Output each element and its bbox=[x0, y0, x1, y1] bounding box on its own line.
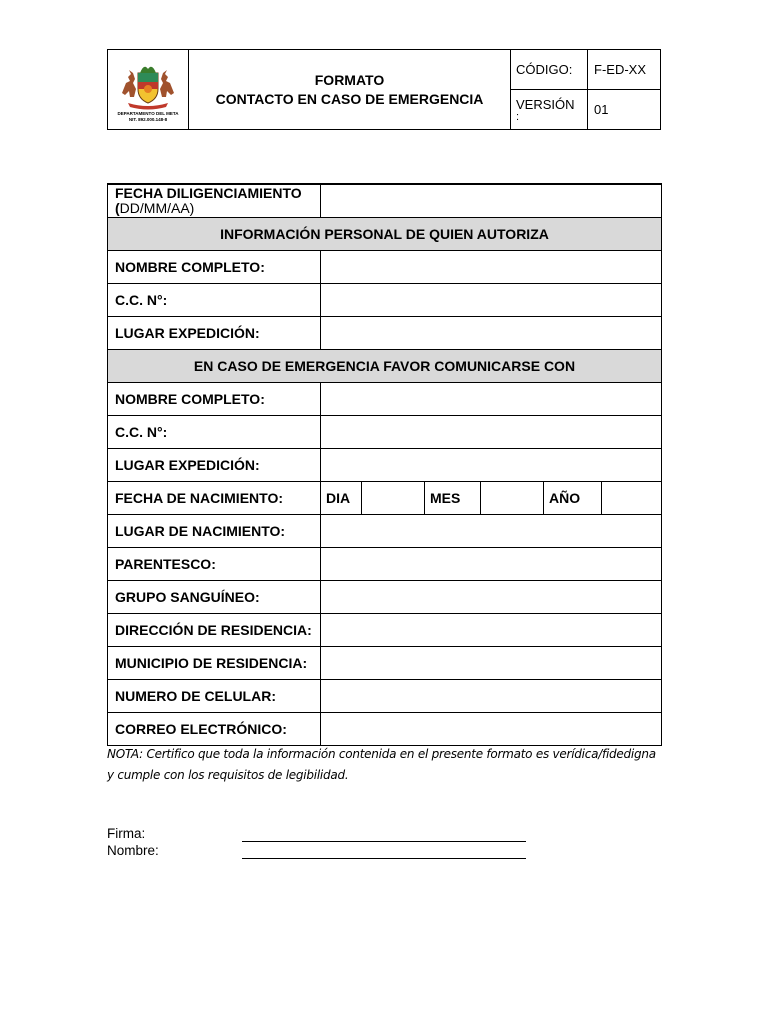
fill-date-field[interactable] bbox=[321, 184, 662, 218]
document-title bbox=[189, 50, 511, 130]
version-label-cell bbox=[511, 90, 588, 130]
address-label: DIRECCIÓN DE RESIDENCIA: bbox=[108, 614, 321, 647]
birth-year-field[interactable] bbox=[602, 482, 662, 515]
form-row bbox=[108, 251, 662, 284]
code-label: CÓDIGO: bbox=[511, 50, 588, 90]
logo-caption-line2: NIT. 892.000.148-8 bbox=[128, 116, 168, 122]
birth-place-label: LUGAR DE NACIMIENTO: bbox=[108, 515, 321, 548]
municipality-field[interactable] bbox=[321, 647, 662, 680]
municipality-label: MUNICIPIO DE RESIDENCIA: bbox=[108, 647, 321, 680]
certification-note: NOTA: Certifico que toda la información contenida en el presente formato es verídica/fidedigna y cumple con los requisitos de legibilidad. bbox=[107, 747, 656, 782]
form-row bbox=[108, 581, 662, 614]
fill-date-label-bold: FECHA DILIGENCIAMIENTO bbox=[115, 185, 302, 201]
authorizer-issue-place-label: LUGAR EXPEDICIÓN: bbox=[108, 317, 321, 350]
email-label: CORREO ELECTRÓNICO: bbox=[108, 713, 321, 746]
form-row bbox=[108, 647, 662, 680]
form-row bbox=[108, 449, 662, 482]
logo-cell bbox=[108, 50, 189, 130]
section-title-authorizer: INFORMACIÓN PERSONAL DE QUIEN AUTORIZA bbox=[108, 218, 662, 251]
birth-date-label: FECHA DE NACIMIENTO: bbox=[108, 482, 321, 515]
title-line2: CONTACTO EN CASO DE EMERGENCIA bbox=[215, 90, 484, 107]
form-row bbox=[108, 680, 662, 713]
cellphone-field[interactable] bbox=[321, 680, 662, 713]
document-header bbox=[107, 49, 661, 130]
section-title-emergency-contact: EN CASO DE EMERGENCIA FAVOR COMUNICARSE CON bbox=[108, 350, 662, 383]
form-row bbox=[108, 548, 662, 581]
contact-id-label: C.C. N°: bbox=[108, 416, 321, 449]
fill-date-label bbox=[108, 184, 321, 218]
department-seal-logo bbox=[116, 59, 180, 111]
authorizer-full-name-field[interactable] bbox=[321, 251, 662, 284]
contact-full-name-field[interactable] bbox=[321, 383, 662, 416]
authorizer-issue-place-field[interactable] bbox=[321, 317, 662, 350]
form-row bbox=[108, 515, 662, 548]
form-row bbox=[108, 614, 662, 647]
blood-type-label: GRUPO SANGUÍNEO: bbox=[108, 581, 321, 614]
signature-line[interactable] bbox=[242, 825, 526, 842]
fill-date-paren: ( bbox=[115, 200, 120, 216]
cellphone-label: NUMERO DE CELULAR: bbox=[108, 680, 321, 713]
form-row bbox=[108, 383, 662, 416]
title-line1: FORMATO bbox=[314, 71, 385, 88]
birth-month-label: MES bbox=[425, 482, 481, 515]
contact-issue-place-label: LUGAR EXPEDICIÓN: bbox=[108, 449, 321, 482]
form-row bbox=[108, 284, 662, 317]
contact-issue-place-field[interactable] bbox=[321, 449, 662, 482]
version-value: 01 bbox=[588, 90, 661, 130]
form-row bbox=[108, 713, 662, 746]
version-label: VERSIÓN bbox=[516, 97, 575, 112]
authorizer-id-field[interactable] bbox=[321, 284, 662, 317]
fill-date-format: DD/MM/AA) bbox=[119, 200, 195, 216]
emergency-contact-form bbox=[107, 183, 662, 746]
logo-caption-line1: DEPARTAMENTO DEL META bbox=[117, 110, 179, 116]
form-row bbox=[108, 317, 662, 350]
birth-day-field[interactable] bbox=[362, 482, 425, 515]
form-row bbox=[108, 416, 662, 449]
authorizer-id-label: C.C. N°: bbox=[108, 284, 321, 317]
blood-type-field[interactable] bbox=[321, 581, 662, 614]
authorizer-full-name-label: NOMBRE COMPLETO: bbox=[108, 251, 321, 284]
form-row bbox=[108, 482, 662, 515]
code-value: F-ED-XX bbox=[588, 50, 661, 90]
contact-id-field[interactable] bbox=[321, 416, 662, 449]
relationship-label: PARENTESCO: bbox=[108, 548, 321, 581]
relationship-field[interactable] bbox=[321, 548, 662, 581]
birth-place-field[interactable] bbox=[321, 515, 662, 548]
name-line[interactable] bbox=[242, 842, 526, 859]
email-field[interactable] bbox=[321, 713, 662, 746]
birth-day-label: DIA bbox=[321, 482, 362, 515]
birth-month-field[interactable] bbox=[481, 482, 544, 515]
birth-year-label: AÑO bbox=[544, 482, 602, 515]
contact-full-name-label: NOMBRE COMPLETO: bbox=[108, 383, 321, 416]
name-label: Nombre: bbox=[107, 843, 159, 858]
version-label-suffix: : bbox=[516, 111, 520, 123]
address-field[interactable] bbox=[321, 614, 662, 647]
signature-label: Firma: bbox=[107, 826, 146, 841]
